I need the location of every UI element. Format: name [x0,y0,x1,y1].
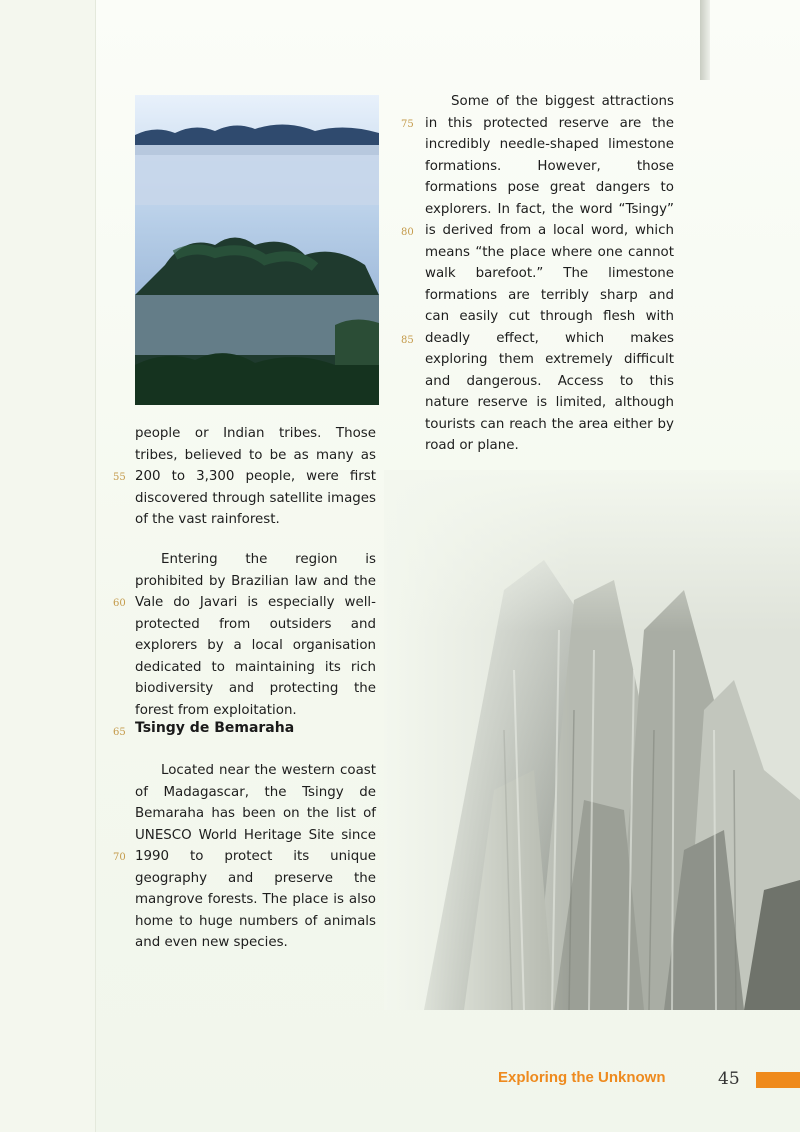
running-footer-title: Exploring the Unknown [498,1069,666,1086]
page-edge-shadow [700,0,710,80]
tsingy-rocks-illustration [384,470,800,1010]
paragraph-text: Some of the biggest attractions in this protected reserve are the incredibly needle-shaped limestone formations. However, those formations pose great dangers to explorers. In fact, the word “Tsingy” is derived from a local word, which means “the place where one cannot walk barefoot.” The limestone formations are terribly sharp and can easily cut through flesh with deadly effect, which makes exploring them extremely difficult and dangerous. Access to this nature reserve is limited, although tourists can reach the area either by road or plane. [425,94,674,453]
left-paragraph-1 [135,423,376,531]
left-paragraph-3 [135,760,376,954]
paragraph-text: Entering the region is prohibited by Brazilian law and the Vale do Javari is especially well-protected from outsiders and explorers by a local organisation dedicated to maintaining its rich biodiversity and protecting the forest from exploitation. [135,552,376,718]
line-number: 70 [113,852,126,863]
footer-accent-bar [756,1072,800,1088]
line-number: 60 [113,598,126,609]
left-paragraph-2 [135,549,376,721]
right-paragraph-1 [425,91,674,457]
rainforest-photo [135,95,379,405]
paragraph-text: people or Indian tribes. Those tribes, believed to be as many as 200 to 3,300 people, were first discovered through satellite images of the vast rainforest. [135,426,376,527]
line-number: 75 [401,119,414,130]
section-heading: Tsingy de Bemaraha [135,720,295,736]
paragraph-text: Located near the western coast of Madagascar, the Tsingy de Bemaraha has been on the list of UNESCO World Heritage Site since 1990 to protect its unique geography and preserve the mangrove forests. The place is also home to huge numbers of animals and even new species. [135,763,376,950]
page-number: 45 [718,1069,740,1089]
line-number: 85 [401,335,414,346]
line-number: 65 [113,727,126,738]
line-number: 55 [113,472,126,483]
line-number: 80 [401,227,414,238]
